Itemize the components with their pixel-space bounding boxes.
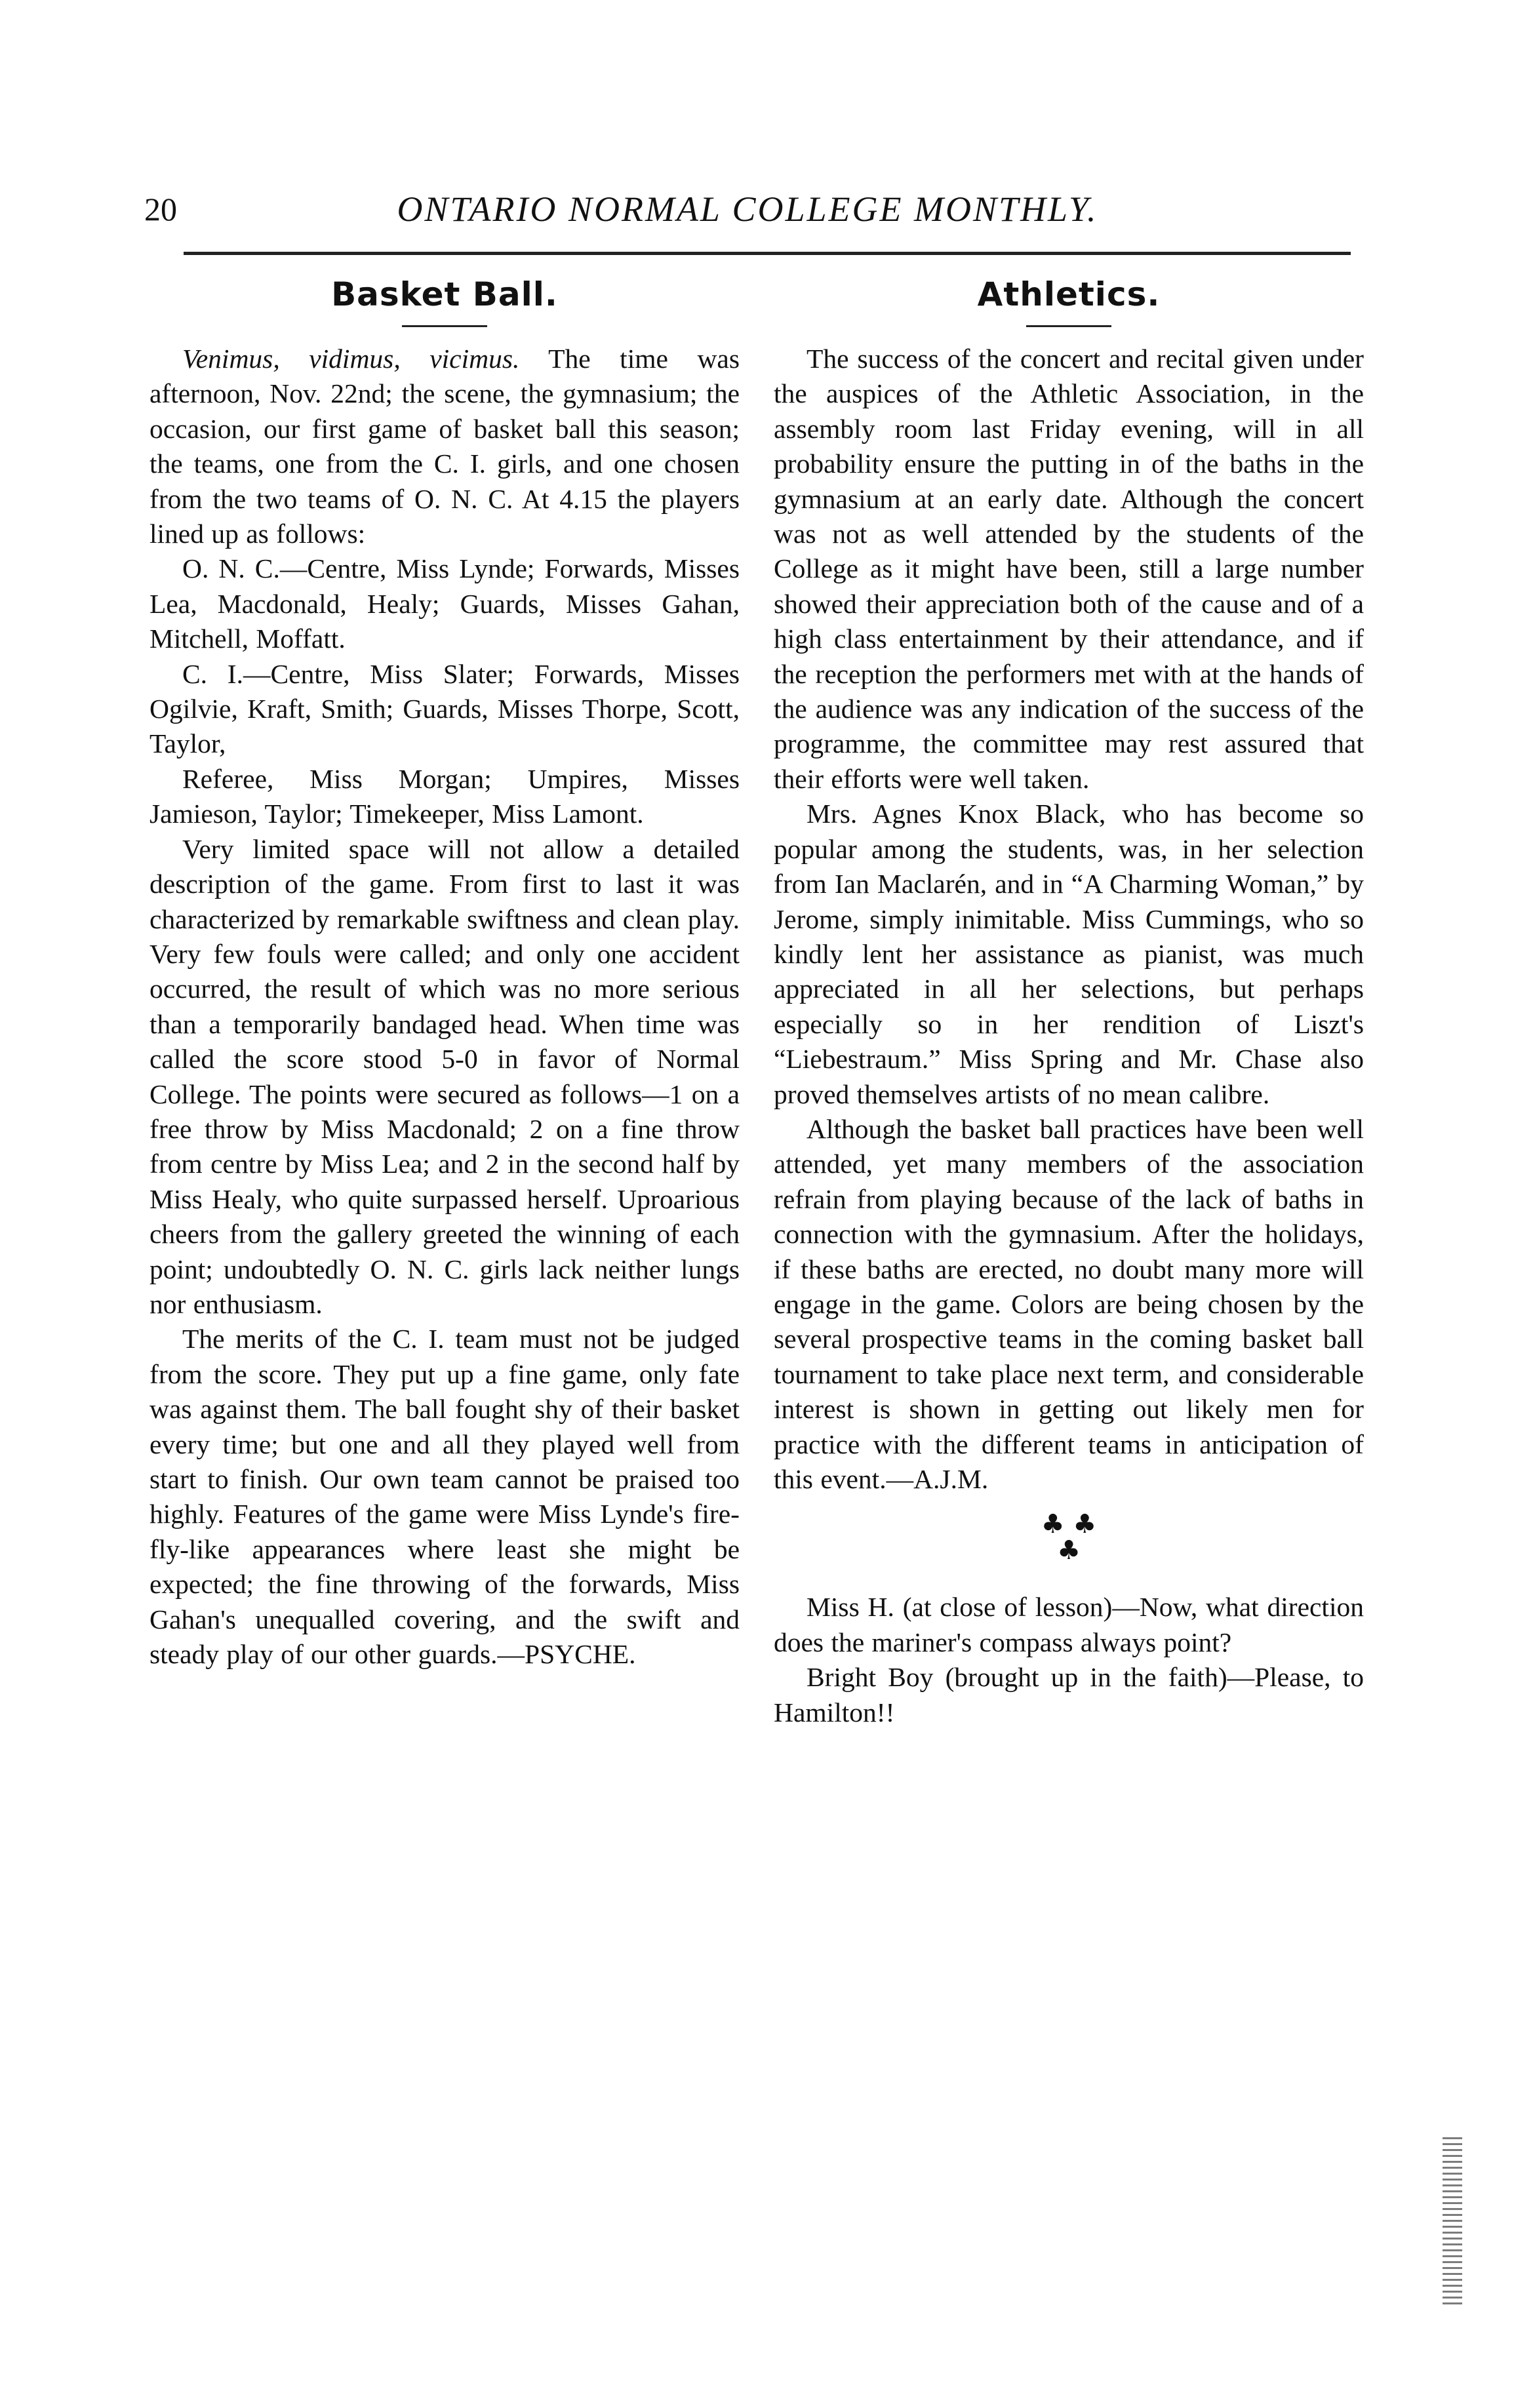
title-rule [1026,325,1111,327]
scan-margin-artifact [1443,2137,1462,2308]
paragraph: Miss H. (at close of lesson)—Now, what direction does the mariner's compass always point? [774,1592,1364,1657]
paragraph: Referee, Miss Morgan; Umpires, Misses Jamieson, Taylor; Timekeeper, Miss Lamont. [149,763,740,829]
running-head: ONTARIO NORMAL COLLEGE MONTHLY. [397,189,1098,229]
paragraph-text: The time was afternoon, Nov. 22nd; the scene, the gymnasium; the occasion, our first game of basket ball this season; the teams, one from the C. I. girls, and one chosen from the two teams of O. N. C. At 4.15 the players lined up as follows: [149,344,740,549]
header-rule [184,252,1351,255]
paragraph: Bright Boy (brought up in the faith)—Please, to Hamilton!! [774,1662,1364,1727]
paragraph: O. N. C.—Centre, Miss Lynde; Forwards, Misses Lea, Macdonald, Healy; Guards, Misses Gahan, Mitchell, Moffatt. [149,553,740,654]
right-column [774,275,1364,1730]
club-ornament-icon: ♣ ♣ [1041,1509,1097,1540]
paragraph: Mrs. Agnes Knox Black, who has become so popular among the students, was, in her selection from Ian Maclarén, and in “A Charming Woman,” by Jerome, simply inimitable. Miss Cummings, who so kindly lent her assistance as pianist, was much appreciated in all her selections, but perhaps especially so in her rendition of Liszt's “Liebestraum.” Miss Spring and Mr. Chase also proved themselves artists of no mean calibre. [774,799,1364,1109]
paragraph [149,342,740,551]
page-number: 20 [144,191,177,227]
paragraph: The success of the concert and recital given under the auspices of the Athletic Association, in the assembly room last Friday evening, will in all probability ensure the putting in of the baths in the gymnasium at an early date. Although the concert was not as well attended by the students of the College as it might have been, still a large number showed their appreciation both of the cause and of a high class entertainment by their attendance, and if the reception the performers met with at the hands of the audience was any indication of the success of the programme, the committee may rest assured that their efforts were well taken. [774,344,1364,794]
paragraph: The merits of the C. I. team must not be judged from the score. They put up a fine game, only fate was against them. The ball fought shy of their basket every time; but one and all they played well from start to finish. Our own team cannot be praised too highly. Features of the game were Miss Lynde's fire-fly-like appearances where least she might be expected; the fine throwing of the forwards, Miss Gahan's unequalled covering, and the swift and steady play of our other guards.—PSYCHE. [149,1324,740,1670]
ornament-separator [774,1511,1364,1564]
section-title-athletics: Athletics. [977,275,1161,313]
paragraph: C. I.—Centre, Miss Slater; Forwards, Misses Ogilvie, Kraft, Smith; Guards, Misses Thorpe, Scott, Taylor, [149,658,740,759]
club-ornament-icon: ♣ [1057,1535,1081,1566]
title-rule [402,325,487,327]
paragraph: Very limited space will not allow a detailed description of the game. From first to last it was characterized by remarkable swiftness and clean play. Very few fouls were called; and only one accident occurred, the result of which was no more serious than a temporarily bandaged head. When time was called the score stood 5-0 in favor of Normal College. The points were secured as follows—1 on a free throw by Miss Macdonald; 2 on a fine throw from centre by Miss Lea; and 2 in the second half by Miss Healy, who quite surpassed herself. Uproarious cheers from the gallery greeted the winning of each point; undoubtedly O. N. C. girls lack neither lungs nor enthusiasm. [149,833,740,1319]
left-column [149,275,740,1672]
section-title-basket-ball: Basket Ball. [331,275,558,313]
page-header [144,184,1351,243]
paragraph: Although the basket ball practices have been well attended, yet many members of the association refrain from playing because of the lack of baths in connection with the gymnasium. After the holidays, if these baths are erected, no doubt many more will engage in the game. Colors are being chosen by the several prospective teams in the coming basket ball tournament to take place next term, and considerable interest is shown in getting out likely men for practice with the different teams in anticipation of this event.—A.J.M. [774,1113,1364,1494]
italic-lead: Venimus, vidimus, vicimus. [182,344,520,374]
